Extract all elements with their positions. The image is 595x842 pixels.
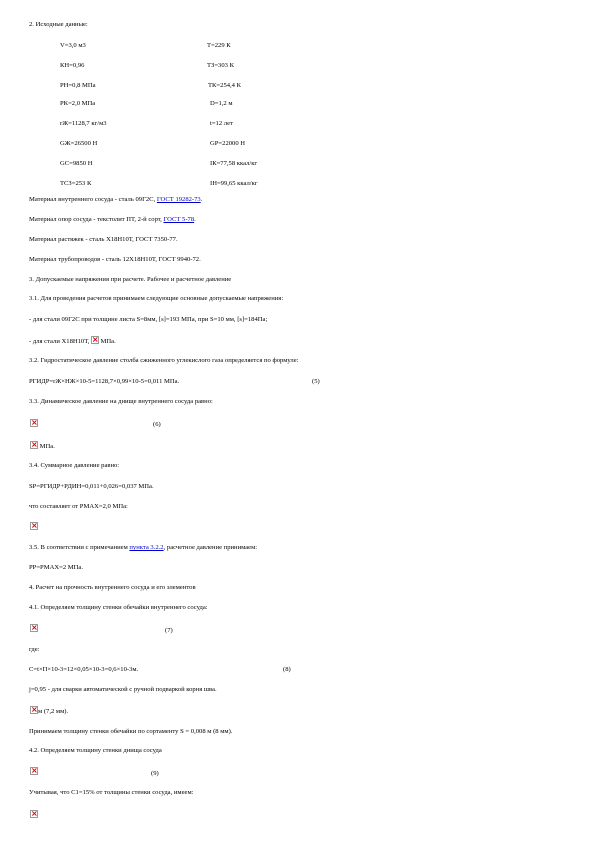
param-left: rЖ=1128,7 кг/м3 bbox=[60, 120, 107, 127]
param-right: Т=229 К bbox=[207, 42, 231, 49]
param-right: ТЗ=303 К bbox=[207, 62, 234, 69]
broken-image-icon bbox=[30, 767, 38, 775]
accepted-thickness: Принимаем толщину стенки обечайки по сортаменту S = 0,008 м (8 мм). bbox=[29, 728, 233, 735]
formula-5: РГИДР=rЖ×НЖ×10-5=1128,7×0,99×10-5=0,011 МПа. bbox=[29, 378, 180, 385]
where-label: где: bbox=[29, 646, 40, 653]
formula-8: С=t×П×10-3=12×0,05×10-3=0,6×10-3м. bbox=[29, 666, 139, 673]
paragraph-3-1-line2-end: МПа. bbox=[98, 338, 116, 345]
broken-image-icon bbox=[30, 810, 38, 818]
paragraph-3-3: 3.3. Динамическое давление на днище внутреннего сосуда равно: bbox=[29, 398, 213, 405]
param-left: РК=2,0 МПа bbox=[60, 100, 96, 107]
param-left: GЖ=26500 Н bbox=[60, 140, 98, 147]
formula-9-image bbox=[30, 767, 38, 777]
dynamic-pressure-value bbox=[30, 441, 55, 451]
formula-7-number: (7) bbox=[165, 627, 173, 634]
paragraph-3-5-end: , расчетное давление принимаем: bbox=[163, 544, 258, 551]
paragraph-4-2: 4.2. Определяем толщину стенки днища сосуда bbox=[29, 747, 162, 754]
paragraph-3-4: 3.4. Суммарное давление равно: bbox=[29, 462, 120, 469]
material-pipes: Материал трубопроводов - сталь 12Х18Н10Т, ГОСТ 9940-72. bbox=[29, 256, 201, 263]
pmax-note: что составляет от РМАХ=2,0 МПа: bbox=[29, 503, 128, 510]
param-right: IН=99,65 ккал/кг bbox=[210, 180, 258, 187]
paragraph-3-5 bbox=[29, 544, 257, 552]
percent-image bbox=[30, 522, 38, 532]
paragraph-3-1-line2 bbox=[29, 336, 116, 346]
broken-image-icon bbox=[30, 419, 38, 427]
broken-image-icon bbox=[30, 706, 38, 714]
formula-8-number: (8) bbox=[283, 666, 291, 673]
design-pressure-formula: РР=РМАХ=2 МПа. bbox=[29, 564, 83, 571]
param-left: КН=0,96 bbox=[60, 62, 85, 69]
param-right: ТК=254,4 К bbox=[208, 82, 242, 89]
paragraph-4-1: 4.1. Определяем толщину стенки обечайки внутреннего сосуда: bbox=[29, 604, 208, 611]
param-right: t=12 лет bbox=[210, 120, 233, 127]
section-3-heading: 3. Допускаемые напряжения при расчете. Рабочее и расчетное давление bbox=[29, 276, 232, 283]
param-right: IК=77,58 ккал/кг bbox=[210, 160, 258, 167]
wall-thickness-unit: м (7,2 мм). bbox=[38, 708, 69, 715]
paragraph-3-5-text: 3.5. В соответствии с примечанием bbox=[29, 544, 130, 551]
formula-6-image bbox=[30, 419, 38, 429]
weld-coefficient: j=0,95 - для сварки автоматической с ручной подваркой корня шва. bbox=[29, 686, 217, 693]
formula-6-number: (6) bbox=[153, 421, 161, 428]
formula-5-number: (5) bbox=[312, 378, 320, 385]
material-braces: Материал растяжек - сталь Х18Н10Т, ГОСТ 7350-77. bbox=[29, 236, 178, 243]
paragraph-3-1: 3.1. Для проведения расчетов принимаем следующие основные допускаемые напряжения: bbox=[29, 295, 284, 302]
wall-thickness-result bbox=[30, 706, 68, 716]
clause-3-2-2-link[interactable]: пункта 3.2.2 bbox=[129, 544, 164, 551]
broken-image-icon bbox=[30, 624, 38, 632]
param-left: V=3,0 м3 bbox=[60, 42, 86, 49]
paragraph-3-2: 3.2. Гидростатическое давление столба сжиженного углекислого газа определяется по формуле: bbox=[29, 357, 299, 364]
gost-19282-link[interactable]: ГОСТ 19282-73 bbox=[156, 196, 201, 203]
param-left: ТСЗ=253 К bbox=[60, 180, 92, 187]
formula-9-number: (9) bbox=[151, 770, 159, 777]
material-support bbox=[29, 216, 196, 224]
material-vessel-end: . bbox=[200, 196, 203, 203]
formula-7-image bbox=[30, 624, 38, 634]
gost-5-78-link[interactable]: ГОСТ 5-78 bbox=[163, 216, 195, 223]
param-left: РН=0,8 МПа bbox=[60, 82, 96, 89]
paragraph-3-1-line1: - для стали 09Г2С при толщине листа S=8мм, [s]=193 МПа, при S=10 мм, [s]=184Па; bbox=[29, 316, 268, 323]
material-support-end: . bbox=[194, 216, 196, 223]
material-vessel bbox=[29, 196, 202, 204]
param-left: GС=9850 Н bbox=[60, 160, 93, 167]
section-2-heading: 2. Исходные данные: bbox=[29, 21, 88, 28]
final-formula-image bbox=[30, 810, 38, 820]
broken-image-icon bbox=[91, 336, 99, 344]
dynamic-pressure-unit: МПа. bbox=[38, 443, 55, 450]
broken-image-icon bbox=[30, 441, 38, 449]
material-support-text: Материал опор сосуда - текстолит ПТ, 2-й сорт, bbox=[29, 216, 164, 223]
param-right: GР=22000 Н bbox=[210, 140, 246, 147]
total-pressure-formula: SР=РГИДР+РДИН=0,011+0,026=0,037 МПа. bbox=[29, 483, 154, 490]
c1-note: Учитывая, что С1=15% от толщины стенки сосуда, имеем: bbox=[29, 789, 194, 796]
paragraph-3-1-line2-text: - для стали Х18Н10Т, bbox=[29, 338, 91, 345]
broken-image-icon bbox=[30, 522, 38, 530]
param-right: D=1,2 м bbox=[210, 100, 233, 107]
material-vessel-text: Материал внутреннего сосуда - сталь 09Г2С, bbox=[29, 196, 157, 203]
section-4-heading: 4. Расчет на прочность внутреннего сосуда и его элементов bbox=[29, 584, 196, 591]
